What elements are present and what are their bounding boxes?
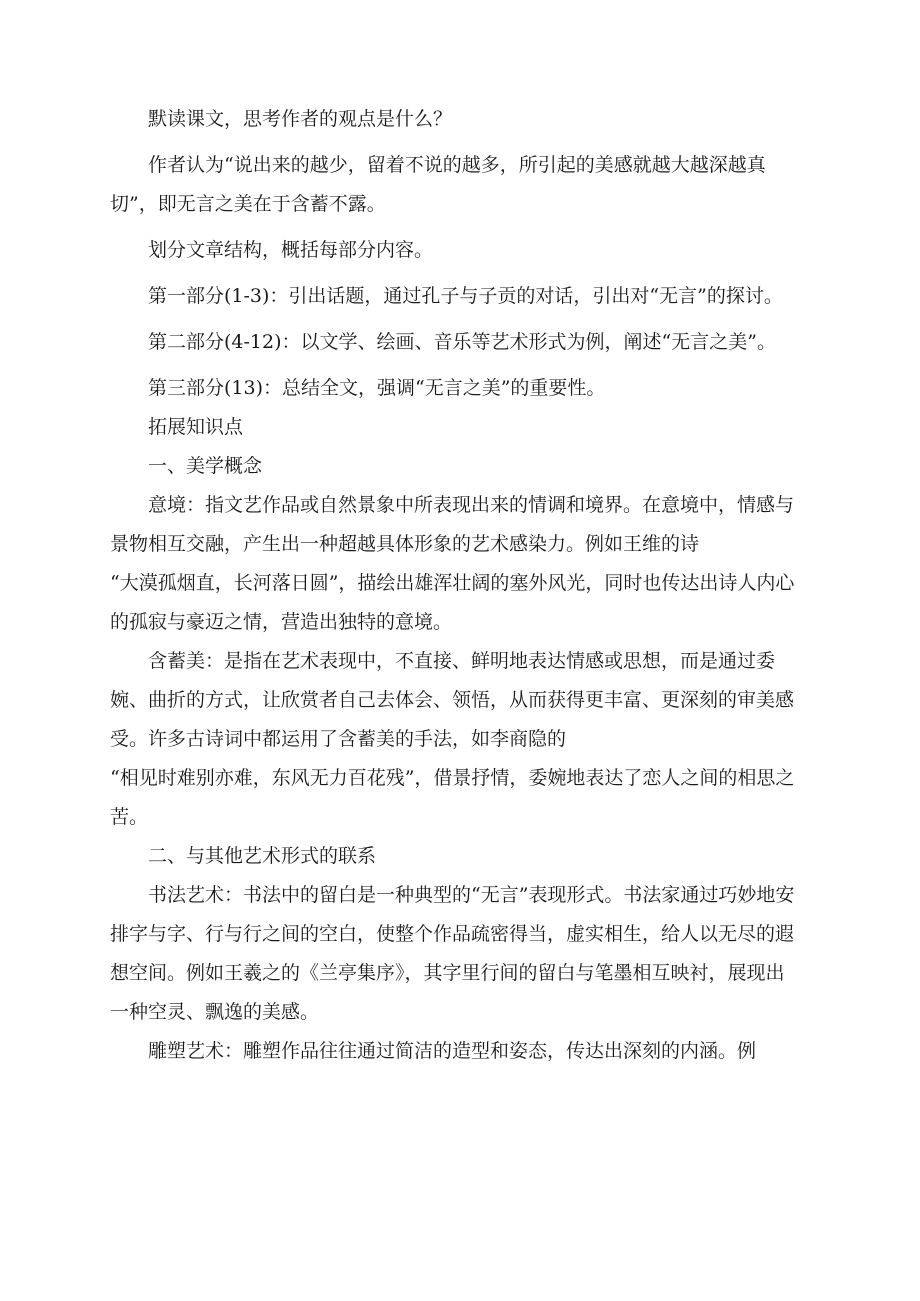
extension-heading: 拓展知识点 [148, 416, 244, 438]
part-two-paragraph: 第二部分(4-12)：以文学、绘画、音乐等艺术形式为例，阐述“无言之美”。 [148, 331, 776, 353]
lishangyin-poem-paragraph: “相见时难别亦难，东风无力百花残”，借景抒情，委婉地表达了恋人之间的相思之苦。 [110, 767, 795, 828]
artistic-conception-paragraph: 意境：指文艺作品或自然景象中所表现出来的情调和境界。在意境中，情感与景物相互交融，产生出一种超越具体形象的艺术感染力。例如王维的诗 [110, 494, 795, 555]
calligraphy-paragraph: 书法艺术：书法中的留白是一种典型的“无言”表现形式。书法家通过巧妙地安排字与字、行与行之间的空白，使整个作品疏密得当，虚实相生，给人以无尽的遐想空间。例如王羲之的《兰亭集序》，其字里行间的留白与笔墨相互映衬，展现出一种空灵、飘逸的美感。 [110, 884, 795, 1023]
document-body [110, 100, 800, 1071]
structure-instruction-paragraph: 划分文章结构，概括每部分内容。 [148, 239, 434, 261]
sculpture-paragraph: 雕塑艺术：雕塑作品往往通过简洁的造型和姿态，传达出深刻的内涵。例 [148, 1040, 757, 1062]
part-three-paragraph: 第三部分(13)：总结全文，强调“无言之美”的重要性。 [148, 377, 606, 399]
aesthetics-heading: 一、美学概念 [148, 455, 263, 477]
implicit-beauty-paragraph: 含蓄美：是指在艺术表现中，不直接、鲜明地表达情感或思想，而是通过委婉、曲折的方式，让欣赏者自己去体会、领悟，从而获得更丰富、更深刻的审美感受。许多古诗词中都运用了含蓄美的手法，如李商隐的 [110, 650, 795, 750]
wangwei-poem-paragraph: “大漠孤烟直，长河落日圆”，描绘出雄浑壮阔的塞外风光，同时也传达出诗人内心的孤寂与豪迈之情，营造出独特的意境。 [110, 572, 795, 633]
other-arts-heading: 二、与其他艺术形式的联系 [148, 845, 377, 867]
author-view-paragraph: 作者认为“说出来的越少，留着不说的越多，所引起的美感就越大越深越真切”，即无言之美在于含蓄不露。 [110, 154, 766, 215]
part-one-paragraph: 第一部分(1-3)：引出话题，通过孔子与子贡的对话，引出对“无言”的探讨。 [148, 285, 783, 307]
question-paragraph: 默读课文，思考作者的观点是什么？ [148, 108, 453, 130]
